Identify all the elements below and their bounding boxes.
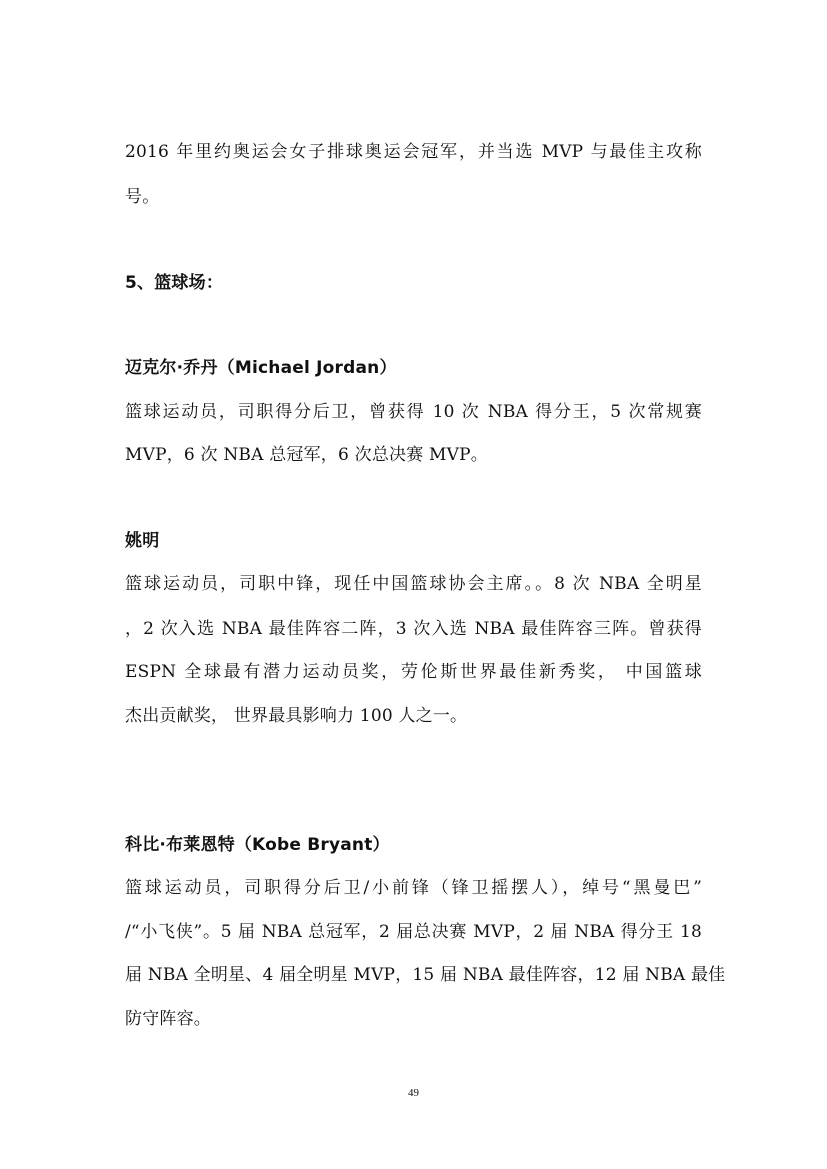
player-name-jordan: 迈克尔·乔丹（Michael Jordan） xyxy=(125,358,397,378)
player-yao-line-4: 杰出贡献奖， 世界最具影响力 100 人之一。 xyxy=(125,706,468,726)
intro-line-2: 号。 xyxy=(125,187,160,207)
player-yao-line-1: 篮球运动员，司职中锋，现任中国篮球协会主席。。8 次 NBA 全明星 xyxy=(125,574,702,594)
player-kobe-line-3: 届 NBA 全明星、4 届全明星 MVP，15 届 NBA 最佳阵容，12 届 NBA 最佳 xyxy=(125,965,726,985)
player-kobe-line-1: 篮球运动员，司职得分后卫/小前锋（锋卫摇摆人），绰号“黑曼巴” xyxy=(125,878,702,898)
player-jordan-line-1: 篮球运动员，司职得分后卫，曾获得 10 次 NBA 得分王，5 次常规赛 xyxy=(125,402,702,422)
intro-line-1: 2016 年里约奥运会女子排球奥运会冠军，并当选 MVP 与最佳主攻称 xyxy=(125,142,702,162)
page-number: 49 xyxy=(408,1087,419,1099)
player-yao-line-3: ESPN 全球最有潜力运动员奖，劳伦斯世界最佳新秀奖， 中国篮球 xyxy=(125,662,702,682)
player-yao-line-2: ，2 次入选 NBA 最佳阵容二阵，3 次入选 NBA 最佳阵容三阵。曾获得 xyxy=(125,619,702,639)
section-heading: 5、篮球场： xyxy=(125,273,224,293)
player-kobe-line-2: /“小飞侠”。5 届 NBA 总冠军，2 届总决赛 MVP，2 届 NBA 得分王 18 xyxy=(125,922,702,942)
player-name-yao: 姚明 xyxy=(125,531,160,551)
player-name-kobe: 科比·布莱恩特（Kobe Bryant） xyxy=(125,835,390,855)
player-kobe-line-4: 防守阵容。 xyxy=(125,1009,211,1029)
player-jordan-line-2: MVP，6 次 NBA 总冠军，6 次总决赛 MVP。 xyxy=(125,445,488,465)
